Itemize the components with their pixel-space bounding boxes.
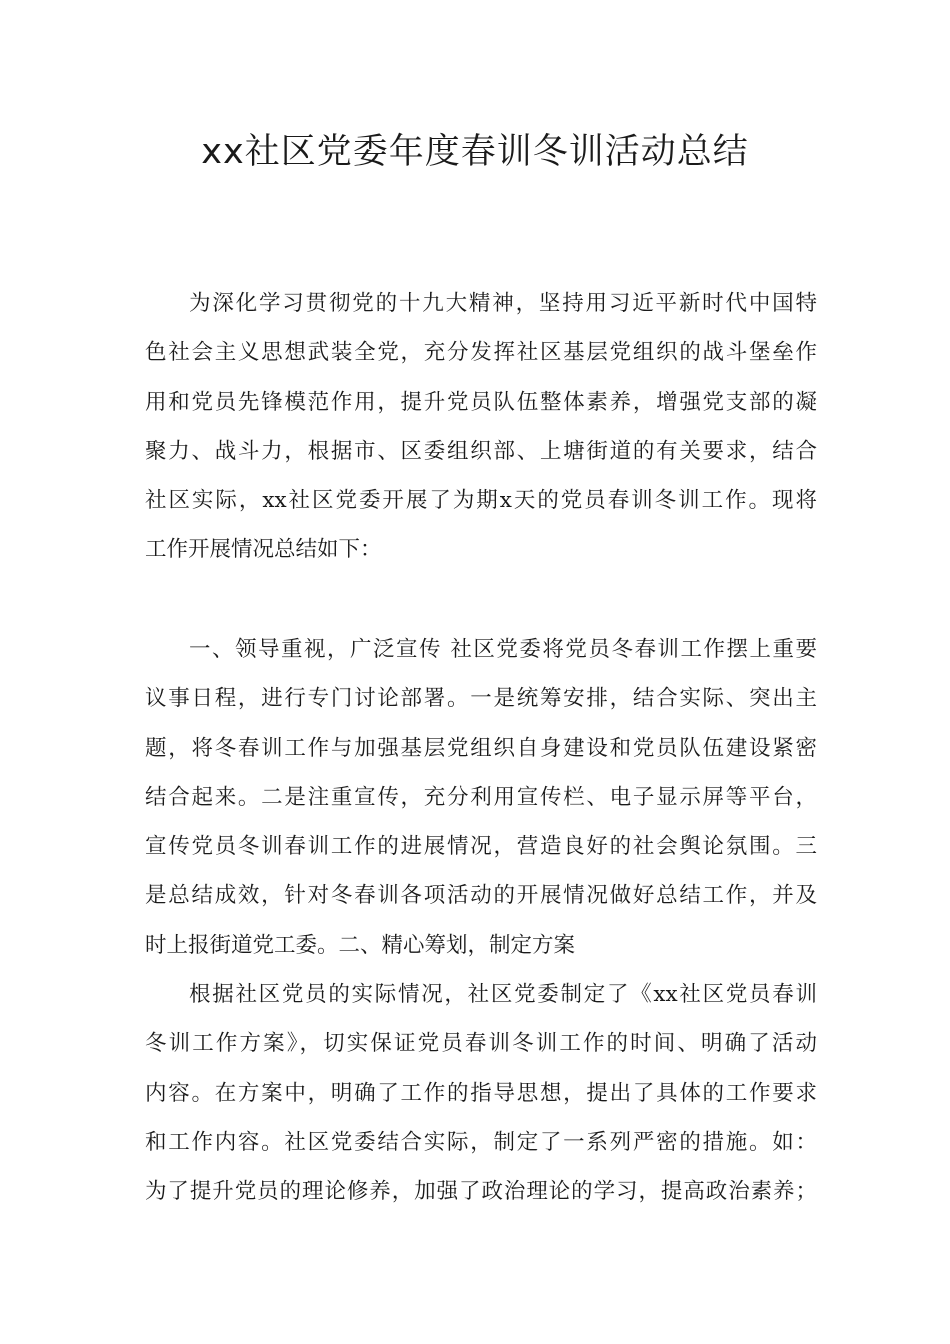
paragraph-line: 聚力、战斗力，根据市、区委组织部、上塘街道的有关要求，结合 — [145, 438, 817, 464]
paragraph-line: 为了提升党员的理论修养，加强了政治理论的学习，提高政治素养； — [145, 1179, 817, 1205]
paragraph-line: 宣传党员冬训春训工作的进展情况，营造良好的社会舆论氛围。三 — [145, 834, 817, 860]
paragraph-line: 根据社区党员的实际情况，社区党委制定了《xx社区党员春训 — [189, 982, 817, 1007]
paragraph-intro — [145, 279, 817, 575]
document-title: xx社区党委年度春训冬训活动总结 — [201, 132, 749, 172]
paragraph-line: 色社会主义思想武装全党，充分发挥社区基层党组织的战斗堡垒作 — [145, 340, 817, 366]
paragraph-line: 一、领导重视，广泛宣传 社区党委将党员冬春训工作摆上重要 — [189, 637, 817, 662]
paragraph-section-two — [145, 970, 817, 1216]
paragraph-section-one — [145, 625, 817, 970]
paragraph-line: 内容。在方案中，明确了工作的指导思想，提出了具体的工作要求 — [145, 1080, 817, 1106]
paragraph-line: 是总结成效，针对冬春训各项活动的开展情况做好总结工作，并及 — [145, 883, 817, 909]
paragraph-line: 为深化学习贯彻党的十九大精神，坚持用习近平新时代中国特 — [189, 291, 817, 316]
paragraph-line: 工作开展情况总结如下： — [145, 537, 382, 563]
paragraph-line: 议事日程，进行专门讨论部署。一是统筹安排，结合实际、突出主 — [145, 686, 817, 712]
paragraph-line: 社区实际，xx社区党委开展了为期x天的党员春训冬训工作。现将 — [145, 488, 817, 514]
paragraph-line: 和工作内容。社区党委结合实际，制定了一系列严密的措施。如： — [145, 1129, 817, 1155]
paragraph-line: 题，将冬春训工作与加强基层党组织自身建设和党员队伍建设紧密 — [145, 735, 817, 761]
paragraph-line: 结合起来。二是注重宣传，充分利用宣传栏、电子显示屏等平台， — [145, 784, 817, 810]
paragraph-line: 时上报街道党工委。二、精心筹划，制定方案 — [145, 932, 576, 958]
paragraph-line: 冬训工作方案》，切实保证党员春训冬训工作的时间、明确了活动 — [145, 1031, 817, 1057]
paragraph-line: 用和党员先锋模范作用，提升党员队伍整体素养，增强党支部的凝 — [145, 389, 817, 415]
